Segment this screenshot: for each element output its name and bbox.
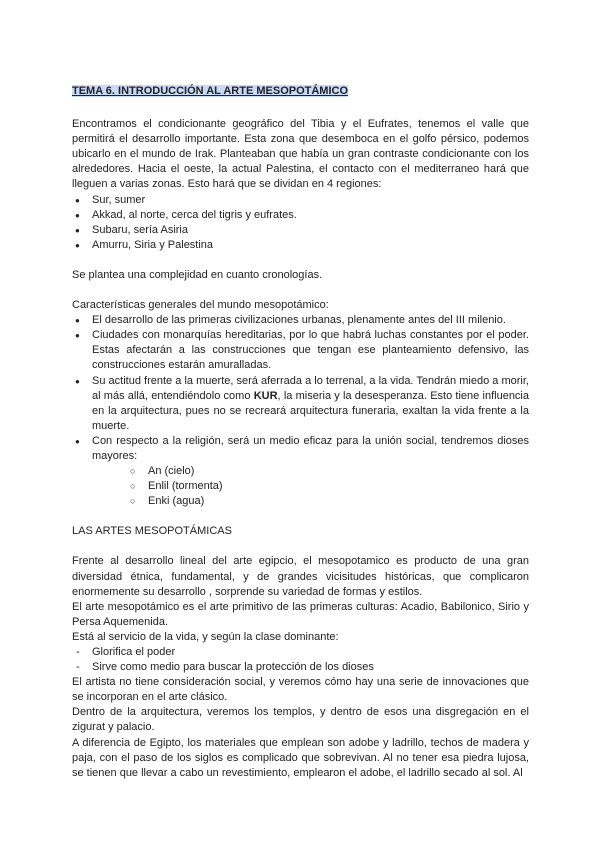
gods-list (92, 464, 529, 509)
list-item: ○ Enki (agua) (92, 494, 529, 509)
arts-paragraph: Está al servicio de la vida, y según la clase dominante: (72, 630, 339, 643)
list-item: ● Con respecto a la religión, será un medio eficaz para la unión social, tendremos dioses mayores: ○ An (cielo) ○ Enlil (tormenta) ○ Enki (agua) (72, 434, 529, 509)
list-item: ○ An (cielo) (92, 464, 529, 479)
list-item: ● Amurru, Siria y Palestina (72, 238, 529, 253)
characteristics-heading: Características generales del mundo mesopotámico: (72, 299, 329, 312)
list-item: ● Akkad, al norte, cerca del tigris y eufrates. (72, 208, 529, 223)
list-item: - Glorifica el poder (72, 645, 529, 660)
arts-paragraph: El arte mesopotámico es el arte primitivo de las primeras culturas: Acadio, Babilonico, Sirio y Persa Aquemenida. (72, 600, 529, 628)
page-title: TEMA 6. INTRODUCCIÓN AL ARTE MESOPOTÁMICO (72, 85, 349, 97)
service-list (72, 645, 529, 675)
list-item: ● Sur, sumer (72, 193, 529, 208)
arts-paragraph: Frente al desarrollo lineal del arte egipcio, el mesopotamico es producto de una gran diversidad étnica, fundamental, y de grandes vicisitudes históricas, que complicaron enormemente su desarrollo , sorprende su variedad de formas y estilos. (72, 555, 529, 598)
chronology-paragraph: Se plantea una complejidad en cuanto cronologías. (72, 268, 323, 281)
arts-paragraph: Dentro de la arquitectura, veremos los templos, y dentro de esos una disgregación en el zigurat y palacio. (72, 706, 529, 734)
list-item: ● Su actitud frente a la muerte, será aferrada a lo terrenal, a la vida. Tendrán miedo a morir, al más allá, entendiéndolo como KUR, la miseria y la desesperanza. Esto tiene influencia en la arquitectura, pues no se recreará arquitectura funeraria, exaltan la vida frente a la muerte. (72, 374, 529, 434)
regions-list (72, 193, 529, 253)
intro-paragraph: Encontramos el condicionante geográfico del Tibia y el Eufrates, tenemos el valle que permitirá el desarrollo importante. Esta zona que desemboca en el golfo pérsico, podemos ubicarlo en el mundo de Irak. Planteaban que había un gran contraste condicionante con los alrededores. Hacia el oeste, la actual Palestina, el contacto con el mediterraneo hará que lleguen a varias zonas. Esto hará que se dividan en 4 regiones: (72, 118, 529, 191)
list-item: ○ Enlil (tormenta) (92, 479, 529, 494)
list-item: ● El desarrollo de las primeras civilizaciones urbanas, plenamente antes del III milenio. (72, 313, 529, 328)
arts-paragraph: El artista no tiene consideración social, y veremos cómo hay una serie de innovaciones que se incorporan en el arte clásico. (72, 676, 529, 704)
kur-keyword: KUR (253, 389, 278, 402)
list-item: ● Subaru, sería Asiria (72, 223, 529, 238)
list-item: - Sirve como medio para buscar la protección de los dioses (72, 660, 529, 675)
list-item: ● Ciudades con monarquías hereditarias, por lo que habrá luchas constantes por el poder. Estas afectarán a las construcciones que tengan ese planteamiento defensivo, las construcciones estarán amuralladas. (72, 328, 529, 373)
document-page (72, 84, 529, 781)
section-heading: LAS ARTES MESOPOTÁMICAS (72, 525, 232, 538)
characteristics-list (72, 313, 529, 509)
arts-paragraph: A diferencia de Egipto, los materiales que emplean son adobe y ladrillo, techos de madera y paja, con el paso de los siglos es complicado que sobrevivan. Al no tener esa piedra lujosa, se tienen que llevar a cabo un revestimiento, emplearon el adobe, el ladrillo secado al sol. Al (72, 736, 529, 779)
